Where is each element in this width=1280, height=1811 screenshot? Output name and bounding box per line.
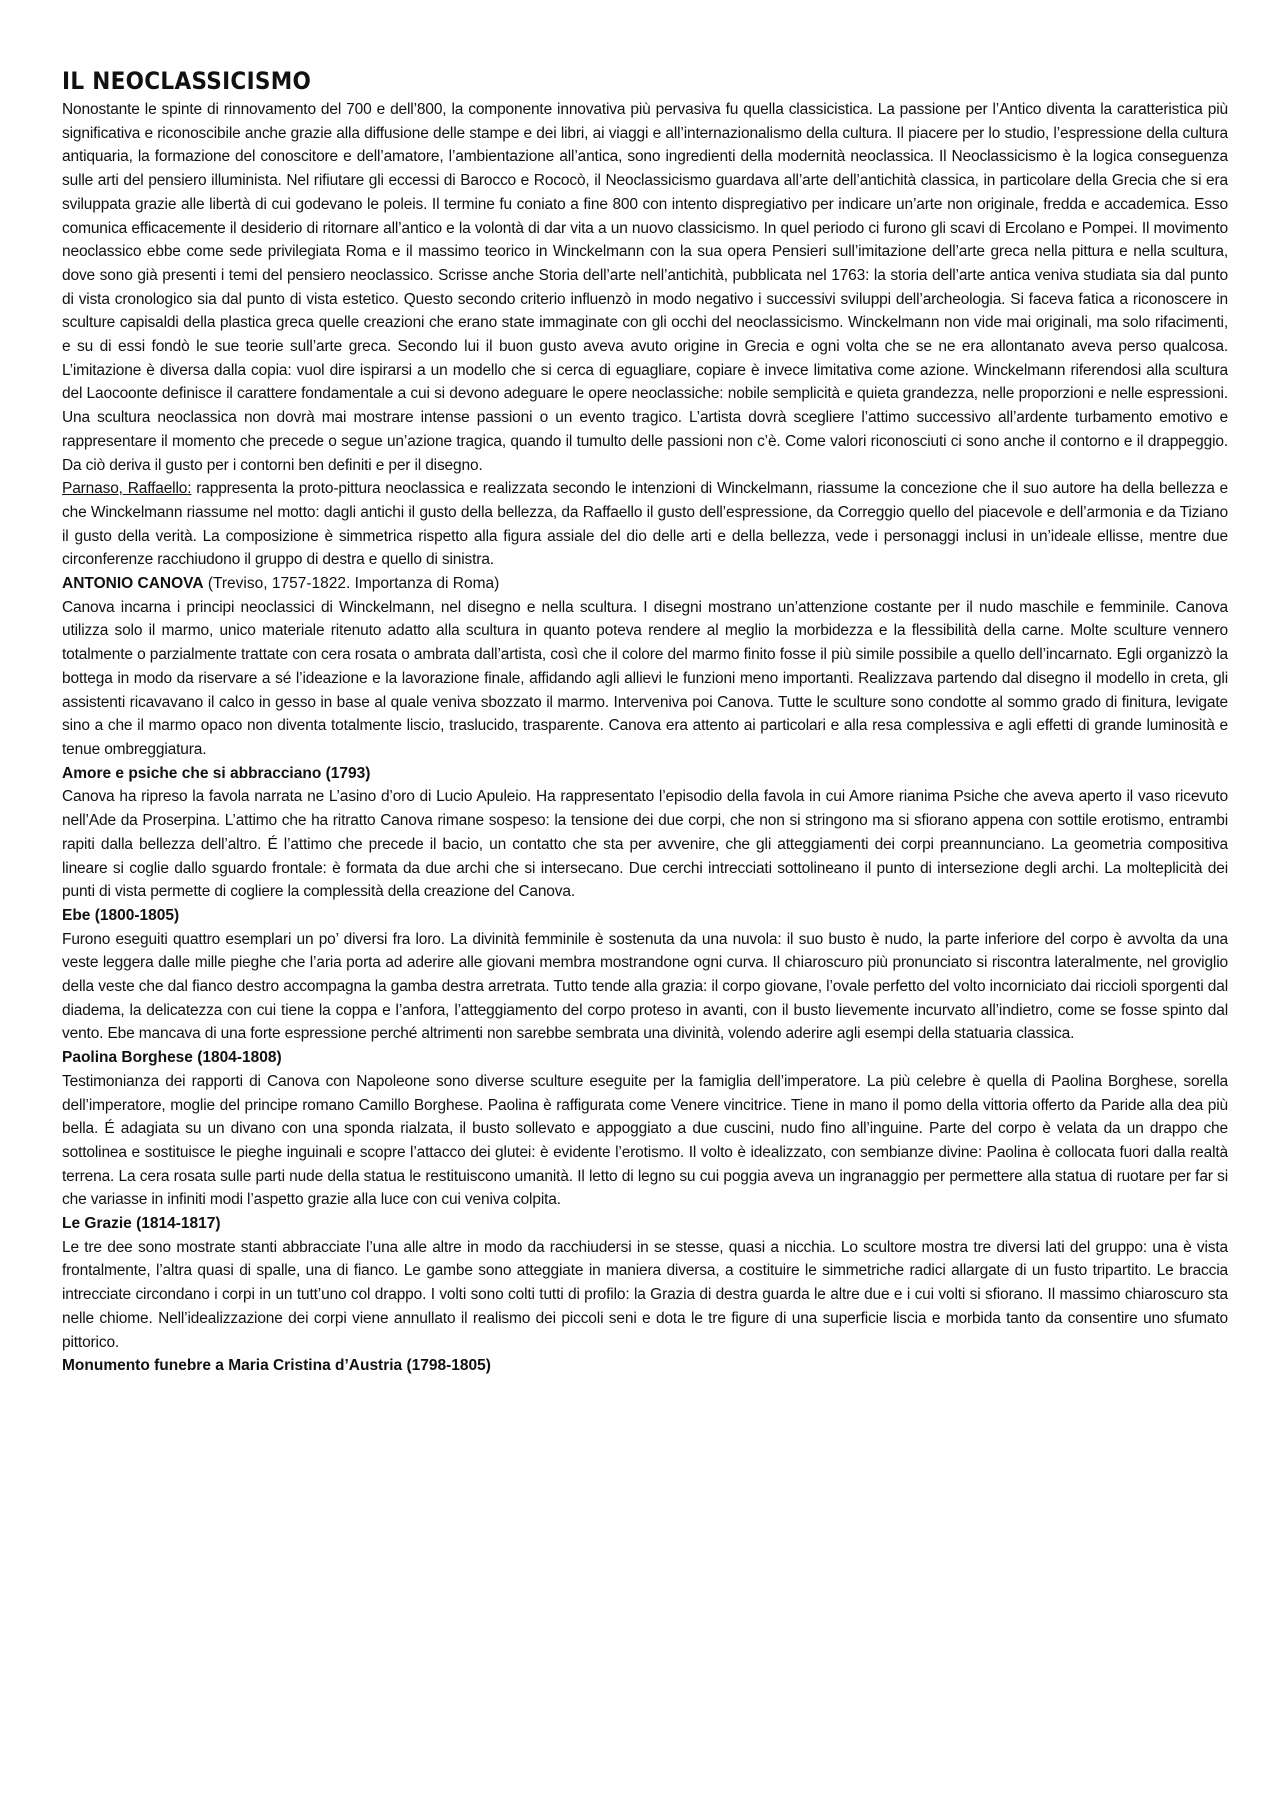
amore-paragraph: Canova ha ripreso la favola narrata ne L’asino d’oro di Lucio Apuleio. Ha rappresentato l’episodio della favola in cui Amore rianima Psiche che aveva aperto il vaso ricevuto nell’Ade da Proserpina. L’attimo che ha ritratto Canova rimane sospeso: la tensione dei due corpi, che non si stringono ma si sfiorano appena con sottile erotismo, entrambi rapiti dalla bellezza dell’altro. É l’attimo che precede il bacio, un contatto che sta per avvenire, che gli atteggiamenti dei corpi preannunciano. La geometria compositiva lineare si coglie dallo sguardo frontale: è formata da due archi che si intersecano. Due cerchi intrecciati sottolineano il punto di intersezione degli archi. La molteplicità dei punti di vista permette di cogliere la complessità della creazione del Canova. [62,788,1228,901]
document-page [62,66,1228,1378]
amore-heading: Amore e psiche che si abbracciano (1793) [62,764,371,782]
grazie-heading: Le Grazie (1814-1817) [62,1215,221,1233]
grazie-paragraph: Le tre dee sono mostrate stanti abbracciate l’una alle altre in modo da racchiudersi in se stesse, quasi a nicchia. Lo scultore mostra tre diversi lati del gruppo: una è vista frontalmente, l’altra quasi di spalle, una di fianco. Le gambe sono atteggiate in maniera diversa, a costituire le simmetriche radici allargate di un fusto tripartito. Le braccia intrecciate circondano i corpi in un tutt’uno col drappo. I volti sono colti tutti di profilo: la Grazia di destra guarda le altre due e i cui volti si sfiorano. Il massimo chiaroscuro sta nelle chiome. Nell’idealizzazione dei corpi viene annullato il realismo dei piccoli seni e dota le tre figure di una superficie liscia e morbida tanto da consentire uno sfumato pittorico. [62,1238,1228,1351]
intro-paragraph: Nonostante le spinte di rinnovamento del 700 e dell’800, la componente innovativa più pervasiva fu quella classicistica. La passione per l’Antico diventa la caratteristica più significativa e riconoscibile anche grazie alla diffusione delle stampe e dei libri, ai viaggi e all’internazionalismo della cultura. Il piacere per lo studio, l’espressione della cultura antiquaria, la formazione del conoscitore e dell’amatore, l’ambientazione all’antica, sono ingredienti della modernità neoclassica. Il Neoclassicismo è la logica conseguenza sulle arti del pensiero illuminista. Nel rifiutare gli eccessi di Barocco e Rococò, il Neoclassicismo guardava all’arte dell’antichità classica, in particolare della Grecia che si era sviluppata grazie alle libertà di cui godevano le poleis. Il termine fu coniato a fine 800 con intento dispregiativo per indicare un’arte non originale, fredda e accademica. Esso comunica efficacemente il desiderio di ritornare all’antico e la volontà di dar vita a un nuovo classicismo. In quel periodo ci furono gli scavi di Ercolano e Pompei. Il movimento neoclassico ebbe come sede privilegiata Roma e il massimo teorico in Winckelmann con la sua opera Pensieri sull’imitazione dell’arte greca nella pittura e nella scultura, dove sono già presenti i temi del pensiero neoclassico. Scrisse anche Storia dell’arte nell’antichità, pubblicata nel 1763: la storia dell’arte antica veniva studiata sia dal punto di vista cronologico sia dal punto di vista estetico. Questo secondo criterio influenzò in modo negativo i successivi sviluppi dell’archeologia. Si faceva fatica a riconoscere in sculture capisaldi della plastica greca quelle creazioni che erano state immaginate con gli occhi del neoclassicismo. Winckelmann non vide mai originali, ma solo rifacimenti, e su di essi fondò le sue teorie sull’arte greca. Secondo lui il buon gusto aveva avuto origine in Grecia e ogni volta che se ne era allontanato aveva perso qualcosa. L’imitazione è diversa dalla copia: vuol dire ispirarsi a un modello che si cerca di eguagliare, copiare è invece limitativa come azione. Winckelmann riferendosi alla scultura del Laocoonte definisce il carattere fondamentale a cui si devono adeguare le opere neoclassiche: nobile semplicità e quieta grandezza, nelle proporzioni e nelle espressioni. Una scultura neoclassica non dovrà mai mostrare intense passioni o un evento tragico. L’artista dovrà scegliere l’attimo successivo all’ardente turbamento emotivo e rappresentare il momento che precede o segue un’azione tragica, quando il tumulto delle passioni non c’è. Come valori riconosciuti ci sono anche il contorno e il drappeggio. Da ciò deriva il gusto per i contorni ben definiti e per il disegno. [62,101,1228,474]
canova-paragraph: Canova incarna i principi neoclassici di Winckelmann, nel disegno e nella scultura. I disegni mostrano un’attenzione costante per il nudo maschile e femminile. Canova utilizza solo il marmo, unico materiale ritenuto adatto alla scultura in quanto poteva rendere al meglio la morbidezza e la flessibilità della carne. Molte sculture vennero totalmente o parzialmente trattate con cera rosata o ambrata dall’artista, così che il colore del marmo finito fosse il più simile possibile a quello dell’incarnato. Egli organizzò la bottega in modo da riservare a sé l’ideazione e la lavorazione finale, affidando agli allievi le funzioni meno importanti. Realizzava partendo dal disegno il modello in creta, gli assistenti ricavavano il calco in gesso in base al quale veniva sbozzato il marmo. Interveniva poi Canova. Tutte le sculture sono condotte al sommo grado di finitura, levigate sino a che il marmo opaco non diventa totalmente liscio, traslucido, trasparente. Canova era attento ai particolari e alla resa complessiva e agli effetti di grande luminosità e tenue ombreggiatura. [62,598,1228,758]
paolina-paragraph: Testimonianza dei rapporti di Canova con Napoleone sono diverse sculture eseguite per la famiglia dell’imperatore. La più celebre è quella di Paolina Borghese, sorella dell’imperatore, moglie del principe romano Camillo Borghese. Paolina è raffigurata come Venere vincitrice. Tiene in mano il pomo della vittoria offerto da Paride alla dea più bella. É adagiata su un divano con una sponda rialzata, il busto sollevato e appoggiato a due cuscini, nudo fino all’inguine. Parte del corpo è velata da un drappo che sottolinea e sostituisce le pieghe inguinali e scopre l’attacco dei glutei: è evidente l’erotismo. Il volto è idealizzato, con sembianze divine: Paolina è collocata fuori dalla realtà terrena. La cera rosata sulle parti nude della statua le restituiscono umanità. Il letto di legno su cui poggia aveva un ingranaggio per permettere alla statua di ruotare per far si che variasse in infiniti modi l’aspetto grazie alla luce con cui veniva colpita. [62,1072,1228,1209]
canova-heading-name: ANTONIO CANOVA [62,575,204,593]
canova-subheading: (Treviso, 1757-1822. Importanza di Roma) [203,575,500,593]
page-title: IL NEOCLASSICISMO [62,67,312,95]
canova-heading [62,572,1228,596]
ebe-heading: Ebe (1800-1805) [62,906,180,924]
parnaso-label: Parnaso, Raffaello: [62,480,192,498]
parnaso-paragraph [62,477,1228,572]
ebe-paragraph: Furono eseguiti quattro esemplari un po’ diversi fra loro. La divinità femminile è sostenuta da una nuvola: il suo busto è nudo, la parte inferiore del corpo è avvolta da una veste leggera dalle mille pieghe che l’aria porta ad aderire alle giovani membra mostrandone ogni curva. Il chiaroscuro più pronunciato si riscontra lateralmente, nel groviglio della veste che dal fianco destro accompagna la gamba destra arretrata. Tutto tende alla grazia: il corpo giovane, l’ovale perfetto del volto incorniciato dai riccioli sporgenti dal diadema, la delicatezza con cui tiene la coppa e l’anfora, l’atteggiamento del corpo proteso in avanti, con il busto lievemente incurvato all’indietro, come se fosse spinto dal vento. Ebe mancava di una forte espressione perché altrimenti non sarebbe sembrata una divinità, volendo aderire agli esempi della statuaria classica. [62,930,1228,1043]
monumento-heading: Monumento funebre a Maria Cristina d’Austria (1798-1805) [62,1357,491,1375]
paolina-heading: Paolina Borghese (1804-1808) [62,1049,282,1067]
parnaso-text: rappresenta la proto-pittura neoclassica e realizzata secondo le intenzioni di Winckelmann, riassume la concezione che il suo autore ha della bellezza e che Winckelmann riassume nel motto: dagli antichi il gusto della bellezza, da Raffaello il gusto dell’espressione, da Correggio quello del piacevole e dell’armonia e da Tiziano il gusto della verità. La composizione è simmetrica rispetto alla figura assiale del dio delle arti e della bellezza, vede i personaggi inclusi in un’ideale ellisse, mentre due circonferenze racchiudono il gruppo di destra e quello di sinistra. [62,480,1228,569]
